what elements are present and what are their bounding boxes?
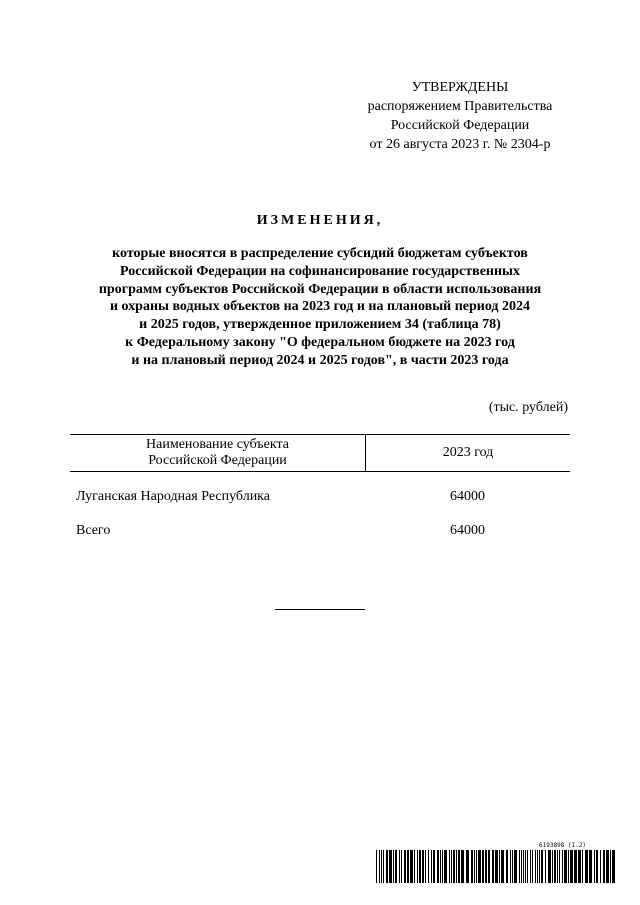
document-title: ИЗМЕНЕНИЯ,: [256, 213, 384, 228]
row-subject-name: Всего: [76, 523, 111, 538]
row-subject-name: Луганская Народная Республика: [76, 489, 270, 504]
approval-line-order: распоряжением Правительства: [367, 99, 553, 114]
table-row: [70, 489, 570, 509]
barcode-block: [376, 842, 616, 883]
approval-block: [330, 78, 590, 154]
header-subject-name-line1: Наименование субъекта: [146, 437, 289, 452]
subtitle-line: и 2025 годов, утвержденное приложением 34 (таблица 78): [139, 317, 501, 333]
barcode-label: 6193898 (1.2): [539, 842, 586, 849]
units-label: (тыс. рублей): [488, 400, 568, 415]
header-subject-name-line2: Российской Федерации: [148, 453, 287, 468]
subtitle-line: к Федеральному закону "О федеральном бюджете на 2023 год: [125, 334, 515, 350]
header-subject-name: [70, 435, 366, 471]
table-header: [70, 434, 570, 472]
subsidy-table: [70, 434, 570, 538]
subtitle-line: и на плановый период 2024 и 2025 годов", в части 2023 года: [131, 352, 509, 368]
row-value: 64000: [450, 523, 485, 538]
approval-heading: УТВЕРЖДЕНЫ: [411, 80, 509, 95]
subtitle-line: Российской Федерации на софинансирование государственных: [119, 263, 520, 279]
approval-line-date-number: от 26 августа 2023 г. № 2304-р: [369, 137, 551, 152]
subtitle-line: и охраны водных объектов на 2023 год и на плановый период 2024: [109, 299, 531, 315]
barcode-icon: [376, 850, 616, 883]
approval-line-government: Российской Федерации: [390, 118, 530, 133]
end-divider-line: [275, 609, 365, 610]
subtitle-line: программ субъектов Российской Федерации в области использования: [98, 281, 542, 297]
row-value: 64000: [450, 489, 485, 504]
document-subtitle: [60, 245, 580, 370]
header-year: 2023 год: [442, 445, 494, 460]
table-row-total: [70, 523, 570, 543]
subtitle-line: которые вносятся в распределение субсидий бюджетам субъектов: [112, 246, 528, 261]
